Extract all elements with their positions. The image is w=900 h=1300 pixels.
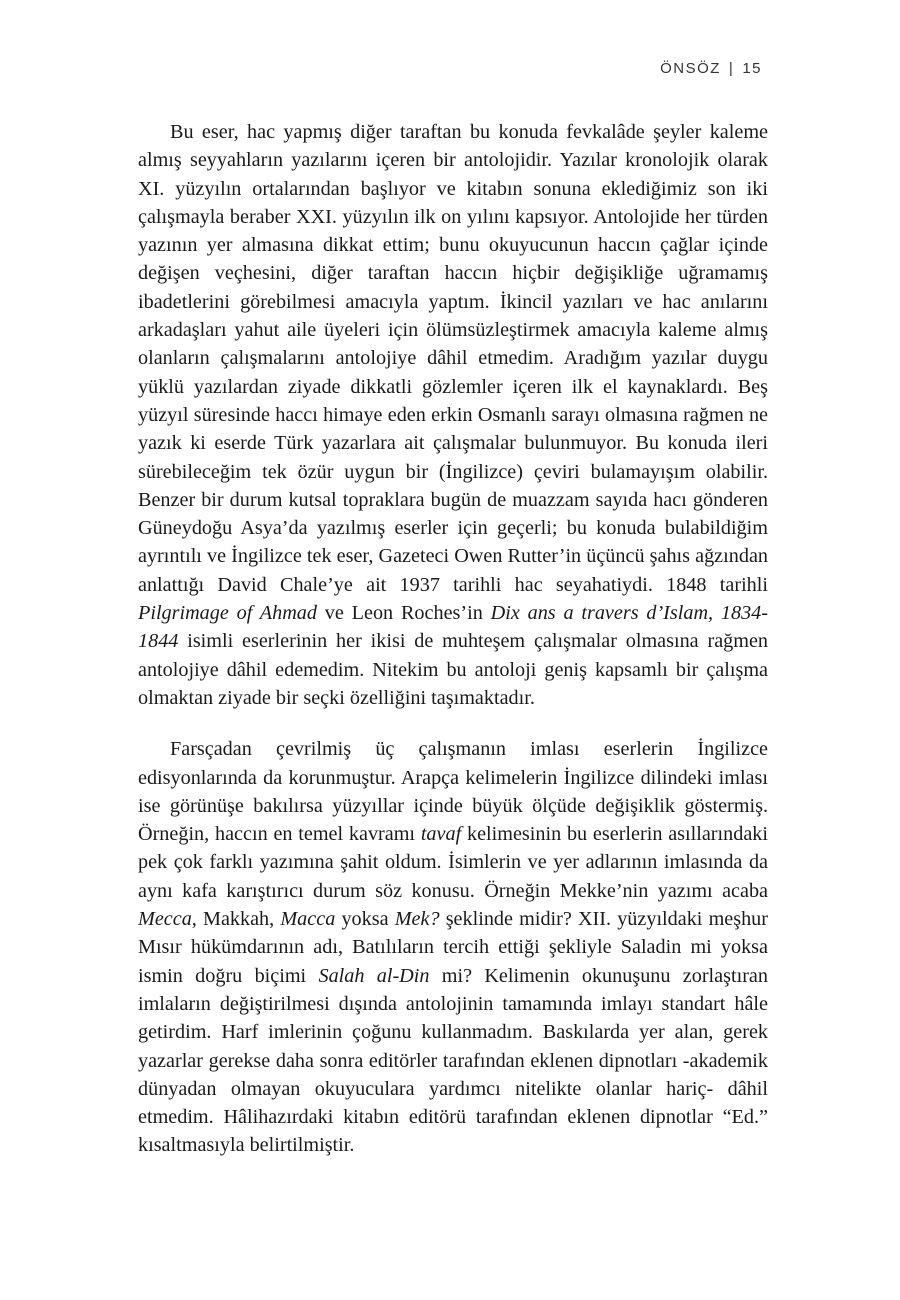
italic-title-pilgrimage-of-ahmad: Pilgrimage of Ahmad <box>138 602 317 625</box>
italic-spelling-mecca: Mecca <box>138 908 192 931</box>
italic-title-dix-ans: Dix ans a travers d’Islam, 1834-1844 <box>138 602 768 653</box>
text-segment: şeklinde midir? XII. yüzyıldaki meşhur Mısır hükümdarının adı, Batılıların tercih ettiği şekliyle Saladin mi yoksa ismin doğru biçimi <box>138 908 768 987</box>
italic-spelling-macca: Macca <box>280 908 336 931</box>
text-segment: isimli eserlerinin her ikisi de muhteşem çalışmalar olmasına rağmen antolojiye dâhil edemedim. Nitekim bu antoloji geniş kapsamlı bir çalışma olmaktan ziyade bir seçki özelliğini taşımaktadır. <box>138 630 768 709</box>
text-segment: mi? Kelimenin okunuşunu zorlaştıran imlaların değiştirilmesi dışında antolojinin tamamında imlayı standart hâle getirdim. Harf imlerinin çoğunu kullanmadım. Baskılarda yer alan, gerek yazarlar gerekse daha sonra editörler tarafından eklenen dipnotları -akademik dünyadan olmayan okuyuculara yardımcı nitelikte olanlar hariç- dâhil etmedim. Hâlihazırdaki kitabın editörü tarafından eklenen dipnotlar “Ed.” kısaltmasıyla belirtilmiştir. <box>138 964 768 1157</box>
running-head <box>660 60 762 77</box>
header-separator: | <box>728 60 735 77</box>
page-number: 15 <box>742 60 762 77</box>
body-text <box>138 118 768 1160</box>
paragraph-1 <box>138 118 768 712</box>
text-segment: Farsçadan çevrilmiş üç çalışmanın imlası eserlerin İngilizce edisyonlarında da korunmuştur. Arapça kelimelerin İngilizce dilindeki imlası ise görünüşe bakılırsa yüzyıllar içinde büyük ölçüde değişiklik göstermiş. Örneğin, haccın en temel kavramı <box>138 738 768 846</box>
text-segment: ve Leon Roches’in <box>317 602 491 625</box>
text-segment: kelimesinin bu eserlerin asıllarındaki pek çok farklı yazımına şahit oldum. İsimlerin ve yer adlarının imlasında da aynı kafa karıştırıcı durum söz konusu. Örneğin Mekke’nin yazımı acaba <box>138 823 768 902</box>
text-segment: Bu eser, hac yapmış diğer taraftan bu konuda fevkalâde şeyler kaleme almış seyyahların yazılarını içeren bir antolojidir. Yazılar kronolojik olarak XI. yüzyılın ortalarından başlıyor ve kitabın sonuna eklediğimiz son iki çalışmayla beraber XXI. yüzyılın ilk on yılını kapsıyor. Antolojide her türden yazının yer almasına dikkat ettim; bunu okuyucunun haccın çağlar içinde değişen veçhesini, diğer taraftan haccın hiçbir değişikliğe uğramamış ibadetlerini görebilmesi amacıyla yaptım. İkincil yazıları ve hac anılarını arkadaşları yahut aile üyeleri için ölümsüzleştirmek amacıyla kaleme almış olanların çalışmalarını antolojiye dâhil etmedim. Aradığım yazılar duygu yüklü yazılardan ziyade dikkatli gözlemler içeren ilk el kaynaklardı. Beş yüzyıl süresinde haccı himaye eden erkin Osmanlı sarayı olmasına rağmen ne yazık ki eserde Türk yazarlara ait çalışmalar bulunmuyor. Bu konuda ileri sürebileceğim tek özür uygun bir (İngilizce) çeviri bulamayışım olabilir. Benzer bir durum kutsal topraklara bugün de muazzam sayıda hacı gönderen Güneydoğu Asya’da yazılmış eserler için geçerli; bu konuda bulabildiğim ayrıntılı ve İngilizce tek eser, Gazeteci Owen Rutter’in üçüncü şahıs ağzından anlattığı David Chale’ye ait 1937 tarihli hac seyahatiydi. 1848 tarihli <box>138 121 768 596</box>
italic-term-tavaf: tavaf <box>420 823 462 846</box>
text-segment: yoksa <box>335 908 395 931</box>
section-title: ÖNSÖZ <box>660 60 721 77</box>
text-segment: , Makkah, <box>191 908 281 931</box>
italic-spelling-mek: Mek? <box>394 908 440 931</box>
paragraph-2 <box>138 735 768 1159</box>
italic-name-salah-al-din: Salah al-Din <box>318 964 430 987</box>
